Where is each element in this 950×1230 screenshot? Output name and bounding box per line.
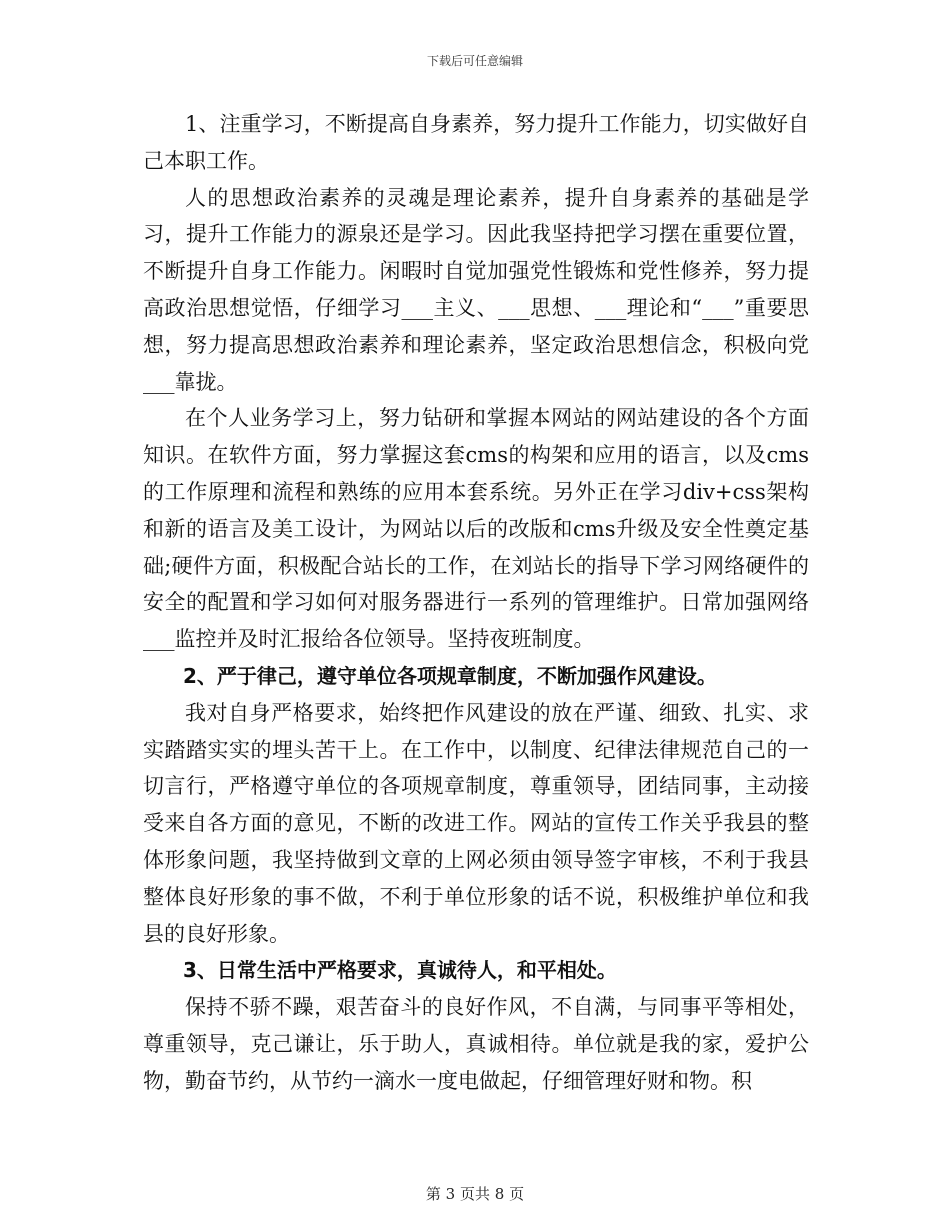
page-number: 第 3 页共 8 页 <box>425 1185 525 1203</box>
section-1-heading: 1、注重学习，不断提高自身素养，努力提升工作能力，切实做好自己本职工作。 <box>143 112 809 173</box>
section-3-heading: 3、日常生活中严格要求，真诚待人，和平相处。 <box>183 958 617 983</box>
paragraph-business-study: 在个人业务学习上，努力钻研和掌握本网站的网站建设的各个方面知识。在软件方面，努力掌握这套cms的构架和应用的语言，以及cms的工作原理和流程和熟练的应用本套系统。另外正在学习div+css架构和新的语言及美工设计，为网站以后的改版和cms升级及安全性奠定基础;硬件方面，积极配合站长的工作，在刘站长的指导下学习网络硬件的安全的配置和学习如何对服务器进行一系列的管理维护。日常加强网络___监控并及时汇报给各位领导。坚持夜班制度。 <box>143 406 809 652</box>
paragraph-daily-life: 保持不骄不躁，艰苦奋斗的良好作风，不自满，与同事平等相处，尊重领导，克己谦让，乐于助人，真诚相待。单位就是我的家，爱护公物，勤奋节约，从节约一滴水一度电做起，仔细管理好财和物。积 <box>143 995 809 1093</box>
page-header-note: 下载后可任意编辑 <box>426 54 523 68</box>
section-2-heading: 2、严于律己，遵守单位各项规章制度，不断加强作风建设。 <box>183 663 717 688</box>
paragraph-theory-study: 人的思想政治素养的灵魂是理论素养，提升自身素养的基础是学习，提升工作能力的源泉还是学习。因此我坚持把学习摆在重要位置，不断提升自身工作能力。闲暇时自觉加强党性锻炼和党性修养，努力提高政治思想觉悟，仔细学习___主义、___思想、___理论和“___”重要思想，努力提高思想政治素养和理论素养，坚定政治思想信念，积极向党___靠拢。 <box>143 185 809 394</box>
document-body <box>143 106 809 1100</box>
paragraph-work-style: 我对自身严格要求，始终把作风建设的放在严谨、细致、扎实、求实踏踏实实的埋头苦干上。在工作中，以制度、纪律法律规范自己的一切言行，严格遵守单位的各项规章制度，尊重领导，团结同事，主动接受来自各方面的意见，不断的改进工作。网站的宣传工作关乎我县的整体形象问题，我坚持做到文章的上网必须由领导签字审核，不利于我县整体良好形象的事不做，不利于单位形象的话不说，积极维护单位和我县的良好形象。 <box>143 700 809 946</box>
